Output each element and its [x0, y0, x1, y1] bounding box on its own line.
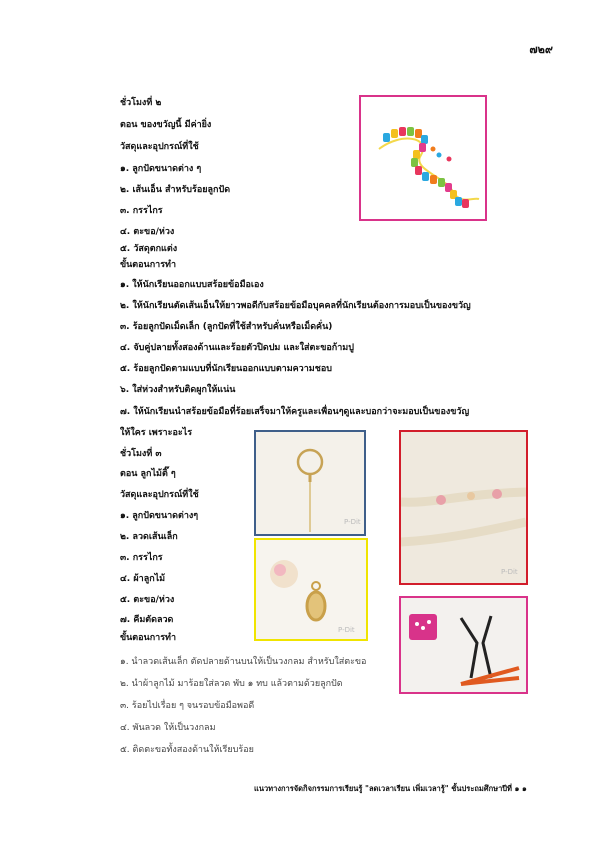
material-item: ๔. ตะขอ/ห่วง [120, 227, 175, 237]
material-item: ๕. ตะขอ/ห่วง [120, 595, 175, 605]
step-item: ๔. จับคู่ปลายทั้งสองด้านและร้อยตัวปิดปม และใส่ตะขอก้ามปู [120, 343, 354, 353]
step-item: ๒. นำผ้าลูกไม้ มาร้อยใส่ลวด พับ ๑ ทบ แล้วตามด้วยลูกปัด [120, 679, 343, 689]
page-footer: แนวทางการจัดกิจกรรมการเรียนรู้ "ลดเวลาเรียน เพิ่มเวลารู้" ชั้นประถมศึกษาปีที่ ๑ ๑ [254, 784, 527, 793]
step-item-continued: ให้ใคร เพราะอะไร [120, 428, 193, 438]
episode-title: ตอน ลูกไม้ติ๊ ๆ [120, 469, 176, 479]
materials-heading: วัสดุและอุปกรณ์ที่ใช้ [120, 142, 199, 152]
step-item: ๗. ให้นักเรียนนำสร้อยข้อมือที่ร้อยเสร็จมาให้ครูและเพื่อนๆดูและบอกว่าจะมอบเป็นของขวัญ [120, 407, 470, 417]
lace-bracelet-photo [399, 430, 528, 585]
watermark-text: P-Dit [338, 626, 355, 634]
step-item: ๑. ให้นักเรียนออกแบบสร้อยข้อมือเอง [120, 280, 264, 290]
material-item: ๑. ลูกปัดขนาดต่างๆ [120, 511, 199, 521]
material-item: ๔. ผ้าลูกไม้ [120, 574, 166, 584]
page-number: ๗๒๙ [529, 43, 553, 56]
episode-title: ตอน ของขวัญนี้ มีค่ายิ่ง [120, 120, 212, 130]
material-item: ๒. ลวดเส้นเล็ก [120, 532, 178, 542]
step-item: ๖. ใส่ห่วงสำหรับติดผูกให้แน่น [120, 385, 236, 395]
materials-heading: วัสดุและอุปกรณ์ที่ใช้ [120, 490, 199, 500]
lobster-clasp-photo [254, 538, 368, 641]
step-item: ๕. ร้อยลูกปัดตามแบบที่นักเรียนออกแบบตามความชอบ [120, 364, 332, 374]
step-item: ๑. นำลวดเส้นเล็ก ตัดปลายด้านบนให้เป็นวงกลม สำหรับใส่ตะขอ [120, 657, 367, 667]
watermark-text: P-Dit [501, 568, 518, 576]
material-item: ๕. วัสดุตกแต่ง [120, 244, 178, 254]
steps-heading: ขั้นตอนการทำ [120, 260, 177, 270]
watermark-text: P-Dit [344, 518, 361, 526]
material-item: ๗. คีมตัดลวด [120, 615, 174, 625]
section-heading-hour-2: ชั่วโมงที่ ๒ [120, 98, 162, 108]
section-heading-hour-3: ชั่วโมงที่ ๓ [120, 449, 162, 459]
steps-heading: ขั้นตอนการทำ [120, 633, 177, 643]
wire-loop-photo [254, 430, 366, 536]
step-item: ๔. พันลวด ให้เป็นวงกลม [120, 723, 216, 733]
beaded-bracelet-photo [359, 95, 487, 221]
step-item: ๒. ให้นักเรียนตัดเส้นเอ็นให้ยาวพอดีกับสร้อยข้อมือบุคคลที่นักเรียนต้องการมอบเป็นของขวัญ [120, 301, 471, 311]
material-item: ๓. กรรไกร [120, 553, 163, 563]
tools-photo [399, 596, 528, 694]
material-item: ๑. ลูกปัดขนาดต่าง ๆ [120, 164, 202, 174]
material-item: ๒. เส้นเอ็น สำหรับร้อยลูกปัด [120, 185, 231, 195]
step-item: ๓. ร้อยไปเรื่อย ๆ จนรอบข้อมือพอดี [120, 701, 255, 711]
step-item: ๓. ร้อยลูกปัดเม็ดเล็ก (ลูกปัดที่ใช้สำหรับคั่นหรือเม็ดคั่น) [120, 322, 333, 332]
material-item: ๓. กรรไกร [120, 206, 163, 216]
step-item: ๕. ติดตะขอทั้งสองด้านให้เรียบร้อย [120, 745, 254, 755]
